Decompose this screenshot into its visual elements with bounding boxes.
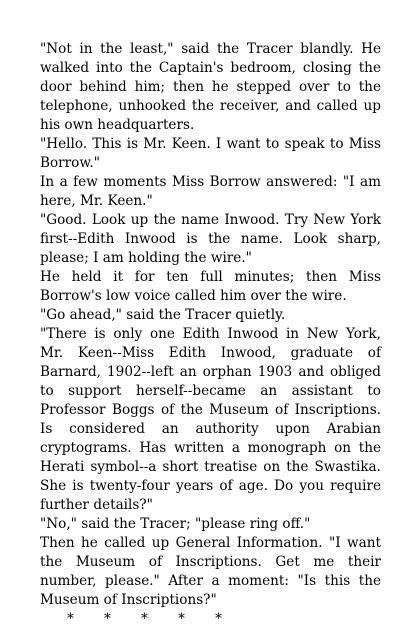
- paragraph: "There is only one Edith Inwood in New York, Mr. Keen--Miss Edith Inwood, graduate of Barnard, 1902--left an orphan 1903 and obliged to support herself--became an assistant to Professor Boggs of the Museum of Inscriptions. Is considered an authority upon Arabian cryptograms. Has written a monograph on the Herati symbol--a short treatise on the Swastika. She is twenty-four years of age. Do you require further details?": [40, 326, 381, 513]
- paragraph: Then he called up General Information. "I want the Museum of Inscriptions. Get me their number, please." After a moment: "Is this the Museum of Inscriptions?": [40, 535, 381, 608]
- section-break: * * * * *: [67, 611, 222, 627]
- document-page: [40, 40, 381, 629]
- paragraph: "Go ahead," said the Tracer quietly.: [40, 307, 286, 323]
- paragraph: In a few moments Miss Borrow answered: "I am here, Mr. Keen.": [40, 174, 381, 209]
- paragraph: He held it for ten full minutes; then Miss Borrow's low voice called him over the wire.: [40, 269, 381, 304]
- paragraph: "No," said the Tracer; "please ring off.": [40, 516, 311, 532]
- paragraph: "Good. Look up the name Inwood. Try New York first--Edith Inwood is the name. Look sharp, please; I am holding the wire.": [40, 212, 381, 266]
- paragraph: "Hello. This is Mr. Keen. I want to speak to Miss Borrow.": [40, 136, 381, 171]
- paragraph: "Not in the least," said the Tracer blandly. He walked into the Captain's bedroom, closing the door behind him; then he stepped over to the telephone, unhooked the receiver, and called up his own headquarters.: [40, 41, 381, 133]
